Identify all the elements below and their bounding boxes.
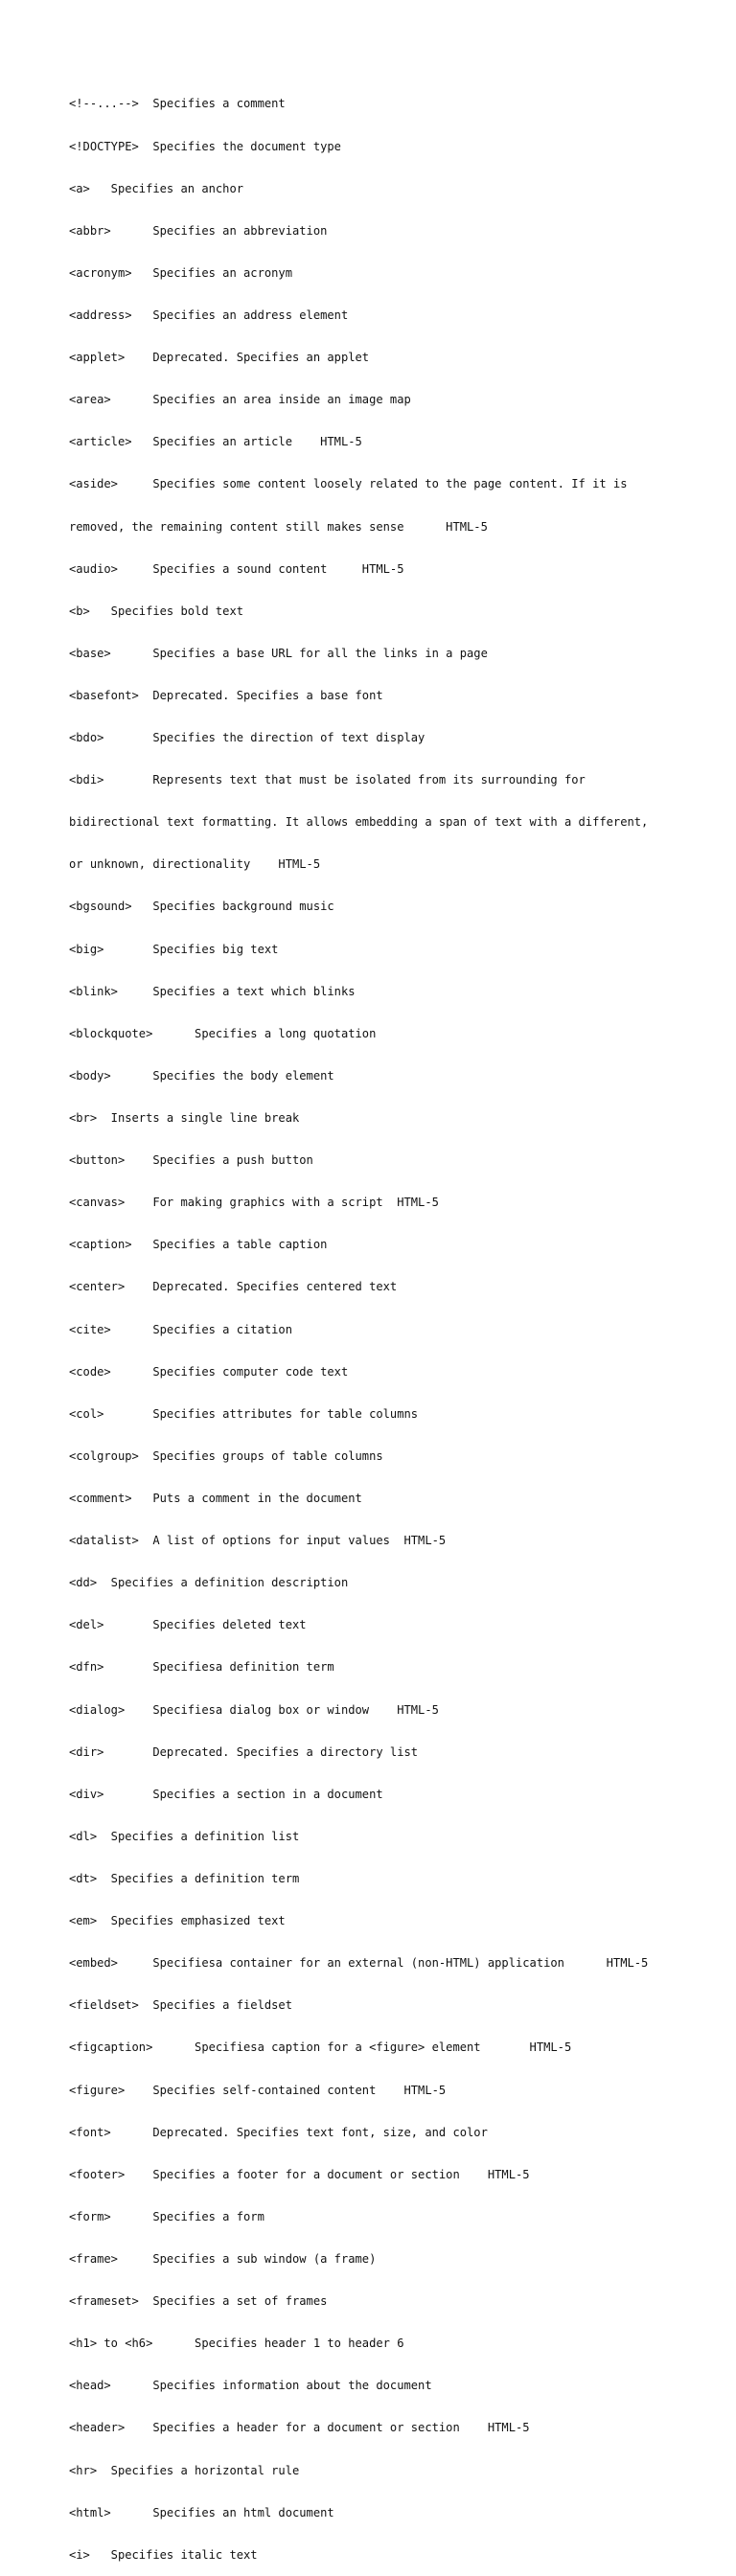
document-line: <datalist> A list of options for input values HTML-5: [69, 1534, 447, 1548]
document-line: <code> Specifies computer code text: [69, 1364, 349, 1379]
document-line: <footer> Specifies a footer for a document or section HTML-5: [69, 2167, 530, 2181]
document-line: <hr> Specifies a horizontal rule: [69, 2463, 300, 2477]
document-line: removed, the remaining content still makes sense HTML-5: [69, 519, 488, 534]
document-line: <dl> Specifies a definition list: [69, 1829, 300, 1843]
document-line: <comment> Puts a comment in the document: [69, 1492, 362, 1506]
document-line: <dfn> Specifiesa definition term: [69, 1660, 334, 1675]
document-line: <form> Specifies a form: [69, 2209, 264, 2223]
document-line: <basefont> Deprecated. Specifies a base font: [69, 688, 383, 702]
document-line: <figure> Specifies self-contained content HTML-5: [69, 2083, 447, 2097]
document-line: <dd> Specifies a definition description: [69, 1576, 349, 1590]
document-line: <article> Specifies an article HTML-5: [69, 435, 362, 449]
document-line: <head> Specifies information about the document: [69, 2379, 432, 2393]
document-line: <area> Specifies an area inside an image map: [69, 393, 411, 407]
document-line: <caption> Specifies a table caption: [69, 1238, 328, 1252]
document-line: <frameset> Specifies a set of frames: [69, 2294, 328, 2309]
document-line: <col> Specifies attributes for table columns: [69, 1406, 419, 1421]
document-line: <base> Specifies a base URL for all the links in a page: [69, 646, 488, 660]
document-line: <audio> Specifies a sound content HTML-5: [69, 561, 404, 576]
document-line: <em> Specifies emphasized text: [69, 1914, 286, 1928]
document-line: <a> Specifies an anchor: [69, 181, 244, 195]
document-line: <br> Inserts a single line break: [69, 1111, 300, 1126]
document-line: <frame> Specifies a sub window (a frame): [69, 2251, 377, 2266]
document-line: bidirectional text formatting. It allows embedding a span of text with a different,: [69, 815, 649, 830]
document-line: <button> Specifies a push button: [69, 1153, 313, 1168]
document-line: <body> Specifies the body element: [69, 1068, 334, 1083]
document-line: <html> Specifies an html document: [69, 2505, 334, 2519]
document-line: <center> Deprecated. Specifies centered text: [69, 1280, 398, 1294]
document-page: [69, 69, 682, 2576]
document-line: <cite> Specifies a citation: [69, 1322, 292, 1336]
document-line: <b> Specifies bold text: [69, 604, 244, 618]
document-line: <canvas> For making graphics with a script HTML-5: [69, 1196, 439, 1210]
document-line: <big> Specifies big text: [69, 942, 279, 956]
document-line: <del> Specifies deleted text: [69, 1618, 307, 1632]
document-line: <bgsound> Specifies background music: [69, 900, 334, 914]
document-line: <acronym> Specifies an acronym: [69, 265, 292, 280]
document-line: <font> Deprecated. Specifies text font, size, and color: [69, 2125, 488, 2139]
document-line: <abbr> Specifies an abbreviation: [69, 223, 328, 238]
document-line: <blink> Specifies a text which blinks: [69, 984, 356, 998]
document-line: <dir> Deprecated. Specifies a directory list: [69, 1744, 419, 1759]
document-line: <fieldset> Specifies a fieldset: [69, 1998, 292, 2013]
document-line: <!DOCTYPE> Specifies the document type: [69, 139, 341, 153]
document-line: <dt> Specifies a definition term: [69, 1872, 300, 1885]
document-line: <!--...--> Specifies a comment: [69, 97, 286, 111]
document-line: <applet> Deprecated. Specifies an applet: [69, 351, 370, 365]
document-line: <address> Specifies an address element: [69, 308, 349, 322]
document-line: <aside> Specifies some content loosely related to the page content. If it is: [69, 477, 628, 491]
document-line: <i> Specifies italic text: [69, 2547, 258, 2562]
document-line: <bdo> Specifies the direction of text display: [69, 731, 426, 745]
document-line: <colgroup> Specifies groups of table columns: [69, 1448, 383, 1463]
document-line: <div> Specifies a section in a document: [69, 1787, 383, 1801]
document-line: <bdi> Represents text that must be isolated from its surrounding for: [69, 773, 586, 787]
document-line: <dialog> Specifiesa dialog box or window HTML-5: [69, 1702, 439, 1717]
document-line: <header> Specifies a header for a document or section HTML-5: [69, 2421, 530, 2435]
document-line: <embed> Specifiesa container for an external (non-HTML) application HTML-5: [69, 1956, 649, 1971]
document-line: <h1> to <h6> Specifies header 1 to header 6: [69, 2337, 404, 2351]
document-line: or unknown, directionality HTML-5: [69, 857, 321, 872]
document-line: <blockquote> Specifies a long quotation: [69, 1026, 377, 1040]
document-line: <figcaption> Specifiesa caption for a <figure> element HTML-5: [69, 2040, 572, 2055]
